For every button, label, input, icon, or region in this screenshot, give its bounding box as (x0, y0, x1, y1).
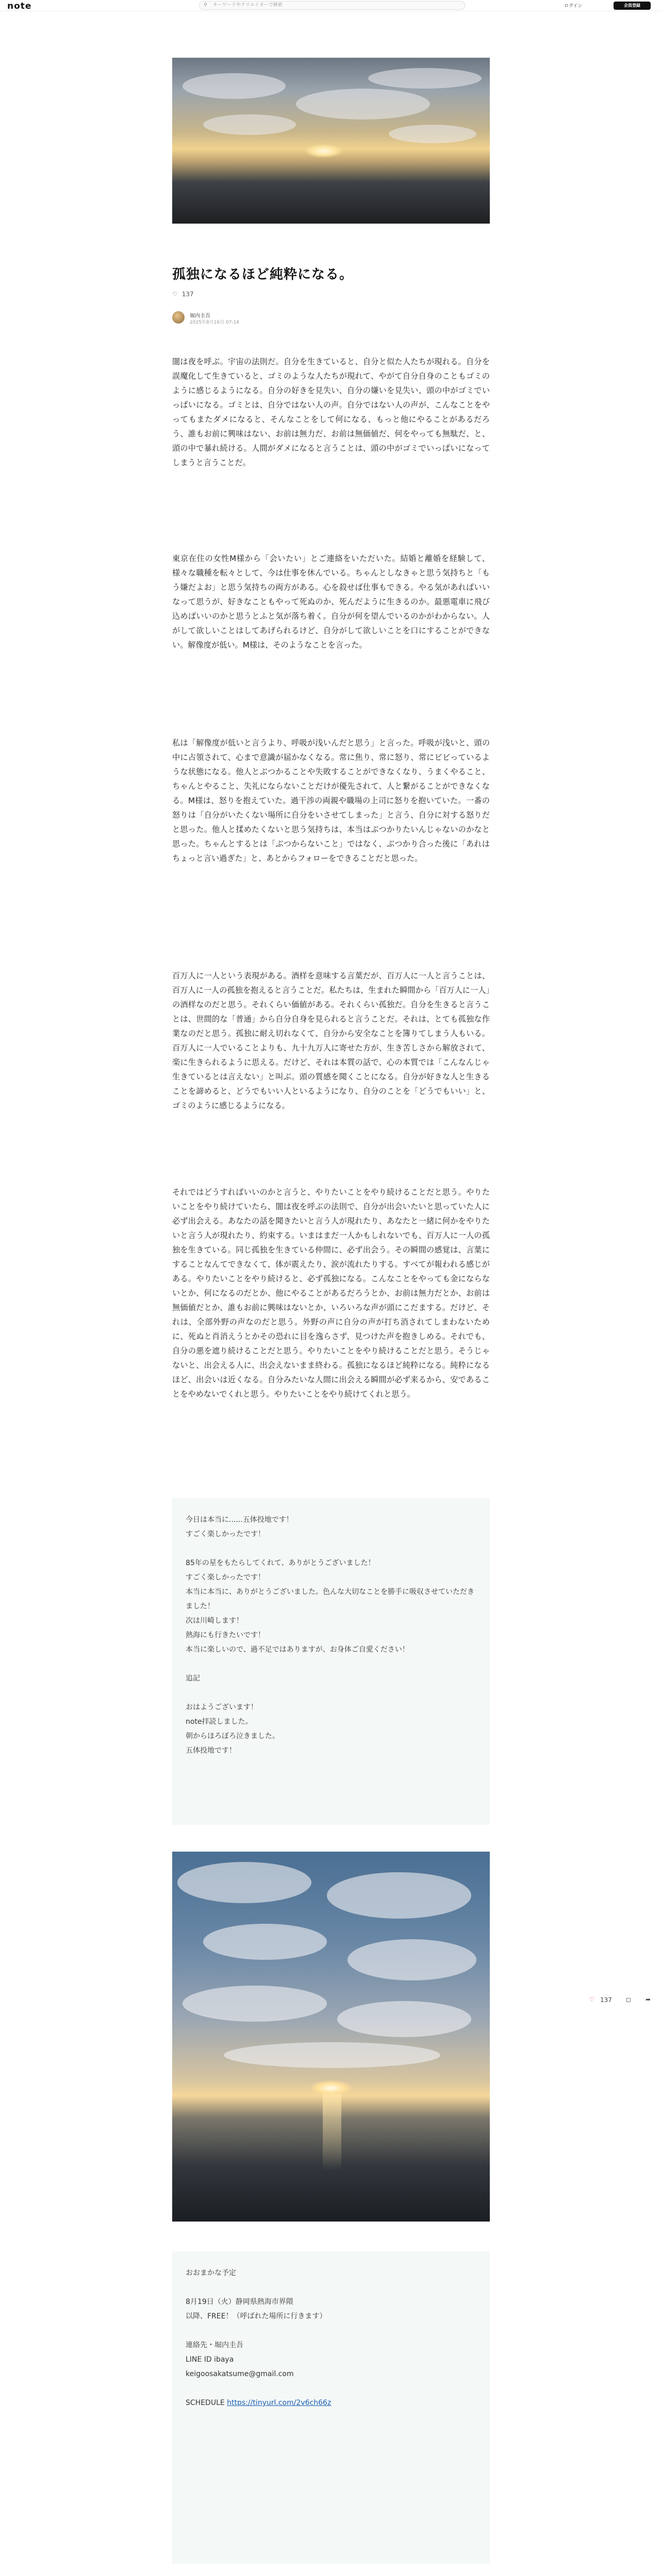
schedule-line (186, 2280, 476, 2295)
message-line: すごく楽しかったです！ (186, 1573, 265, 1582)
share-icon[interactable]: ➦ (646, 1996, 651, 2003)
schedule-line: keigoosakatsume@gmail.com (186, 2370, 294, 2378)
search-input[interactable] (199, 1, 465, 10)
message-line: 今日は本当に......五体投地です！ (186, 1516, 293, 1524)
message-line (186, 1657, 476, 1671)
message-line: note拝読しました。 (186, 1718, 253, 1726)
article-like-count[interactable]: ♡ 137 (172, 291, 194, 298)
message-line: 本当に本当に、ありがとうございました。色んな大切なことを勝手に吸収させていただきました！ (186, 1588, 474, 1611)
site-header (0, 0, 662, 11)
schedule-link[interactable]: https://tinyurl.com/2v6ch66z (227, 2399, 332, 2407)
publish-date: 2025年8月16日 07:14 (190, 320, 239, 325)
search-icon: ⚲ (204, 3, 207, 8)
message-line: すごく楽しかったです！ (186, 1530, 265, 1538)
avatar[interactable] (172, 311, 185, 324)
schedule-line: 以降、FREE！（呼ばれた場所に行きます） (186, 2312, 327, 2320)
hero-image (172, 58, 490, 224)
side-like-count: 137 (600, 1996, 612, 2004)
schedule-box (172, 2251, 490, 2564)
schedule-line: LINE ID ibaya (186, 2355, 234, 2364)
message-line: 85年の星をもたらしてくれて、ありがとうございました！ (186, 1559, 375, 1567)
paragraph: 闇は夜を呼ぶ。宇宙の法則だ。自分を生きていると、自分と似た人たちが現れる。自分を誤魔化して生きていると、ゴミのような人たちが現れて、やがて自分自身のこともゴミのように感じるようになる。自分の好きを見失い、自分の嫌いを見失い、頭の中がゴミでいっぱいになる。ゴミとは、自分ではない人の声。自分ではない人の声が、こんなことをやってもまたダメになると、そんなことをして何になる、もっと他にやることがあるだろう、誰もお前に興味はない、お前は無力だ、お前は無価値だ、何をやっても無駄だ、と、頭の中で暴れ続ける。人間がダメになると言うことは、頭の中がゴミでいっぱいになってしまうと言うことだ。 (172, 357, 490, 467)
message-line: 朝からほろぼろ泣きました。 (186, 1732, 279, 1740)
heart-icon[interactable]: ♡ (589, 1996, 594, 2003)
schedule-label: SCHEDULE (186, 2399, 225, 2407)
side-actions (589, 1996, 661, 2006)
message-line (186, 1541, 476, 1556)
message-line: おはようございます！ (186, 1703, 258, 1711)
signup-button[interactable]: 会員登録 (614, 2, 651, 10)
search-placeholder: キーワードやクリエイターで検索 (213, 3, 283, 8)
schedule-line: 連絡先・堀内圭吾 (186, 2341, 243, 2349)
sunset-photo (172, 1852, 490, 2222)
note-logo[interactable]: note (7, 1, 32, 11)
paragraph: それではどうすればいいのかと言うと、やりたいことをやり続けることだと思う。やりたいことをやり続けていたら、闇は夜を呼ぶの法則で、自分が出会いたいと思っていた人に必ず出会える。あなたの話を聞きたいと言う人が現れたり、あなたと一緒に何かをやりたいと言う人が現れたり、約束する。いまはまだ一人かもしれないでも、百万人に一人の孤独を生きている。同じ孤独を生きている仲間に、必ず出会う。その瞬間の感覚は、言葉にすることなんてできなくて、体が震えたり、涙が流れたりする。すべてが報われる感じがある。やりたいことをやり続けると、必ず孤独になる。こんなことをやっても金にならないとか、何になるのだとか、他にやることがあるだろうとか、お前は無力だとか、お前は無価値だとか、誰もお前に興味はないとか、いろいろな声が頭にこだまする。だけど、それは、全部外野の声なのだと思う。外野の声に自分の声が打ち消されてしまわないために、死ぬと肖消えうとかその恐れに目を逸らさず、見つけた声を抱きしめる。それでも、自分の悪を遮り続けることだと思う。やりたいことをやり続けることだと思う。そうじゃないと、出会える人に、出会えないまま終わる。孤独になるほど純粋になる。純粋になるほど、出会いは近くなる。自分みたいな人間に出会える瞬間が必ず来るから、安であることをやめないでくれと思う。やりたいことをやり続けてくれと思う。 (172, 1188, 490, 1399)
schedule-line (186, 2324, 476, 2338)
schedule-line: 8月19日（火）静岡県熱海市界隈 (186, 2298, 293, 2306)
message-line: 本当に楽しいので、過不足ではありますが、お身体ご自愛ください！ (186, 1646, 409, 1654)
message-line (186, 1686, 476, 1700)
message-box (172, 1498, 490, 1825)
schedule-link-line (186, 2396, 476, 2410)
bookmark-icon[interactable]: ◻ (626, 1996, 631, 2003)
message-line: 五体投地です！ (186, 1747, 236, 1755)
paragraph: 私は「解像度が低いと言うより、呼吸が浅いんだと思う」と言った。呼吸が浅いと、頭の中に占領されて、心まで意識が届かなくなる。常に焦り、常に怒り、常にビビっているような状態になる。他人とぶつかることや失敗することができなくなり、うまくやること、ちゃんとやること、失礼にならないことだけが優先されて、人と繋がることができなくなる。M様は、怒りを抱えていた。過干渉の両親や職場の上司に怒りを抱いていた。一番の怒りは「自分がいたくない場所に自分をいさせてしまった」と言う、自分に対する怒りだと思った。他人と揉めたくないと思う気持ちは、本当はぶつかりたいんじゃないのかなと思った。ちゃんとするとは「ぶつからないこと」ではなく、ぶつかり合った後に「あれはちょっと言い過ぎた」と、あとからフォローをできることだと思った。 (172, 738, 490, 863)
schedule-line (186, 2381, 476, 2396)
login-link[interactable]: ログイン (564, 4, 583, 9)
paragraph: 百万人に一人という表現がある。酒样を意味する言葉だが、百万人に一人と言うことは、百万人に一人の孤独を抱えると言うことだ。私たちは、生まれた瞬間から「百万人に一人」の酒样なのだと思う。それくらい価値がある。それくらい孤独だ。自分を生きると言うことは、世間的な「普通」から自分自身を見られると言うことだ。それは、とても孤独な作業なのだと思う。孤独に耐え切れなくて、自分から安全なことを簿りてしまう人もいる。百万人に一人でいることよりも、九十九万人に寄せた方が、生き苦しさから解放されて、楽に生きられるように思える。だけど、それは本質の話で、心の本質では「こんなんじゃ生きているとは言えない」と叫ぶ。頭の質感を聞くことになる。自分が好きな人と生きることを諦めると、どうでもいい人といるようになり、自分のことを「どうでもいい」と、ゴミのように感じるようになる。 (172, 971, 490, 1110)
message-line: 追記 (186, 1674, 200, 1683)
author-name[interactable]: 堀内圭吾 (190, 313, 210, 319)
message-line: 次は川崎します！ (186, 1617, 243, 1625)
article-title: 孤独になるほど純粋になる。 (172, 267, 354, 282)
schedule-line: おおまかな予定 (186, 2269, 236, 2277)
message-line: 熱海にも行きたいです！ (186, 1631, 265, 1639)
paragraph: 東京在住の女性M様から「会いたい」とご連絡をいただいた。結婚と離婚を経験して、様々な職種を転々として、今は仕事を休んでいる。ちゃんとしなきゃと思う気持ちと「もう嫌だよお」と思う気持ちの両方がある。心を殺せば仕事もできる。やる気があればいいなって思うが、好きなこともやって死ぬのか、死んだように生きるのか。最悪電車に飛び込めばいいのかと思うとふと気が落ち着く。自分が何を望んでいるのかがわからない。人がして欲しいことはしてあげられるけど、自分がして欲しいことを口にすることができない。解像度が低い。M様は、そのようなことを言った。 (172, 554, 490, 650)
heart-icon: ♡ (172, 291, 178, 298)
